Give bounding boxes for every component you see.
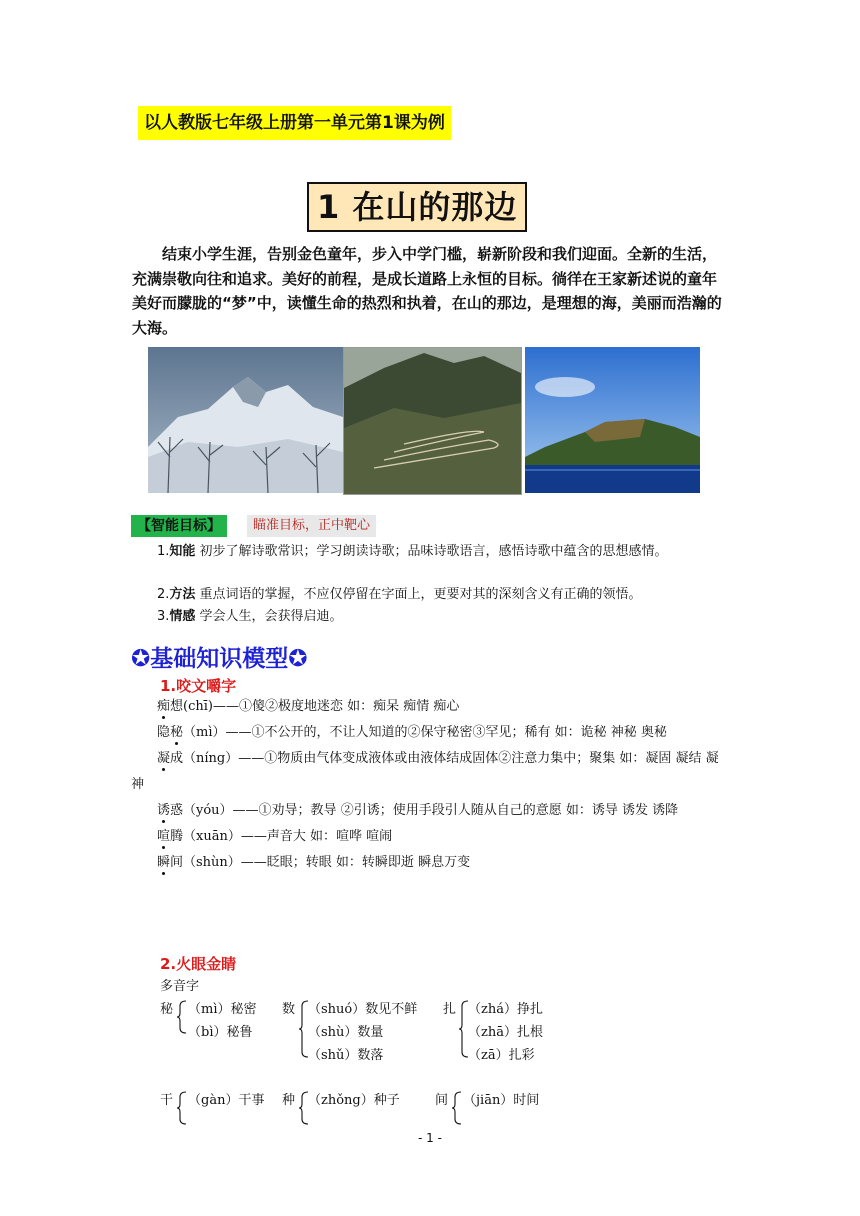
polyphone-reading: （mì）秘密: [188, 1002, 257, 1017]
polyphone-char: 种: [282, 1093, 296, 1108]
polyphone-char: 秘: [160, 1002, 174, 1017]
brace-icon: [176, 1000, 188, 1034]
brace-icon: [451, 1091, 463, 1125]
polyphone-reading: （bì）秘鲁: [188, 1025, 253, 1040]
goal-text: 初步了解诗歌常识；学习朗读诗歌；品味诗歌语言，感悟诗歌中蕴含的思想感情。: [195, 544, 668, 559]
vocab-def: 想(chī)——①傻②极度地迷恋 如：痴呆 痴情 痴心: [170, 699, 460, 714]
lesson-intro: 结束小学生涯，告别金色童年，步入中学门槛，崭新阶段和我们迎面。全新的生活，充满崇敬向往和追求。美好的前程，是成长道路上永恒的目标。徜徉在王家新述说的童年美好而朦胧的“梦”中，读懂生命的热烈和执着，在山的那边，是理想的海，美丽而浩瀚的大海。: [132, 245, 722, 337]
page-number: - 1 -: [418, 1131, 442, 1145]
polyphone-char: 数: [282, 1002, 296, 1017]
vocab-char: 喧: [157, 829, 171, 844]
vocab-def: 间（shùn）——眨眼；转眼 如：转瞬即逝 瞬息万变: [170, 855, 471, 870]
polyphone-subheading: 多音字: [160, 979, 200, 994]
vocab-entry: [131, 824, 731, 850]
polyphone-reading: （shǔ）数落: [308, 1048, 384, 1063]
goal-number: 3.: [157, 609, 170, 624]
goal-item: [131, 606, 731, 627]
goal-item: [131, 541, 731, 562]
polyphone-char: 扎: [443, 1002, 457, 1017]
goal-key: 情感: [169, 609, 196, 624]
vocab-char: 痴: [157, 699, 171, 714]
goal-number: 2.: [157, 587, 170, 602]
lesson-source-label: 以人教版七年级上册第一单元第1课为例: [138, 106, 451, 140]
goal-item: [131, 584, 731, 605]
vocab-char-prefix: 隐: [157, 725, 171, 740]
vocab-char: 凝: [157, 751, 171, 766]
vocab-def: 腾（xuān）——声音大 如：喧哗 喧闹: [170, 829, 393, 844]
winding-road-photo: [343, 347, 522, 495]
polyphone-reading: （zhā）扎根: [468, 1025, 543, 1040]
polyphone-char: 干: [160, 1093, 174, 1108]
vocab-def: 成（níng）——①物质由气体变成液体或由液体结成固体②注意力集中；聚集 如：凝固 凝结 凝神: [131, 751, 719, 792]
vocab-entry: [131, 850, 731, 876]
goals-heading: 【智能目标】: [131, 515, 227, 537]
vocab-def: （mì）——①不公开的，不让人知道的②保守秘密③罕见；稀有 如：诡秘 神秘 奥秘: [183, 725, 667, 740]
section-title: ✪基础知识模型✪: [131, 646, 308, 672]
vocab-char: 瞬: [157, 855, 171, 870]
goal-key: 方法: [169, 587, 196, 602]
vocab-list: [131, 694, 731, 876]
goal-number: 1.: [157, 544, 170, 559]
vocab-heading: 1.咬文嚼字: [160, 677, 237, 695]
polyphone-reading: （gàn）干事: [188, 1093, 265, 1108]
lesson-title: 1 在山的那边: [307, 182, 527, 232]
polyphone-heading: 2.火眼金睛: [160, 955, 237, 973]
vocab-entry: [131, 694, 731, 720]
vocab-char: 秘: [170, 725, 184, 740]
polyphone-reading: （shuó）数见不鲜: [308, 1002, 418, 1017]
polyphone-reading: （zhǒng）种子: [308, 1093, 400, 1108]
vocab-def: 惑（yóu）——①劝导；教导 ②引诱；使用手段引人随从自己的意愿 如：诱导 诱发 诱降: [170, 803, 679, 818]
brace-icon: [176, 1091, 188, 1125]
polyphone-reading: （jiān）时间: [463, 1093, 540, 1108]
vocab-entry: [131, 720, 731, 746]
vocab-char: 诱: [157, 803, 171, 818]
mountain-sea-photo: [525, 347, 700, 493]
goal-text: 学会人生，会获得启迪。: [195, 609, 343, 624]
polyphone-reading: （zā）扎彩: [468, 1048, 535, 1063]
polyphone-reading: （shù）数量: [308, 1025, 384, 1040]
vocab-entry: [131, 746, 731, 798]
polyphone-char: 间: [435, 1093, 449, 1108]
goal-text: 重点词语的掌握，不应仅停留在字面上，更要对其的深刻含义有正确的领悟。: [195, 587, 642, 602]
snowy-mountain-photo: [148, 347, 343, 493]
vocab-entry: [131, 798, 731, 824]
polyphone-reading: （zhá）挣扎: [468, 1002, 543, 1017]
goal-key: 知能: [169, 544, 196, 559]
goals-tag: 瞄准目标，正中靶心: [247, 515, 376, 537]
